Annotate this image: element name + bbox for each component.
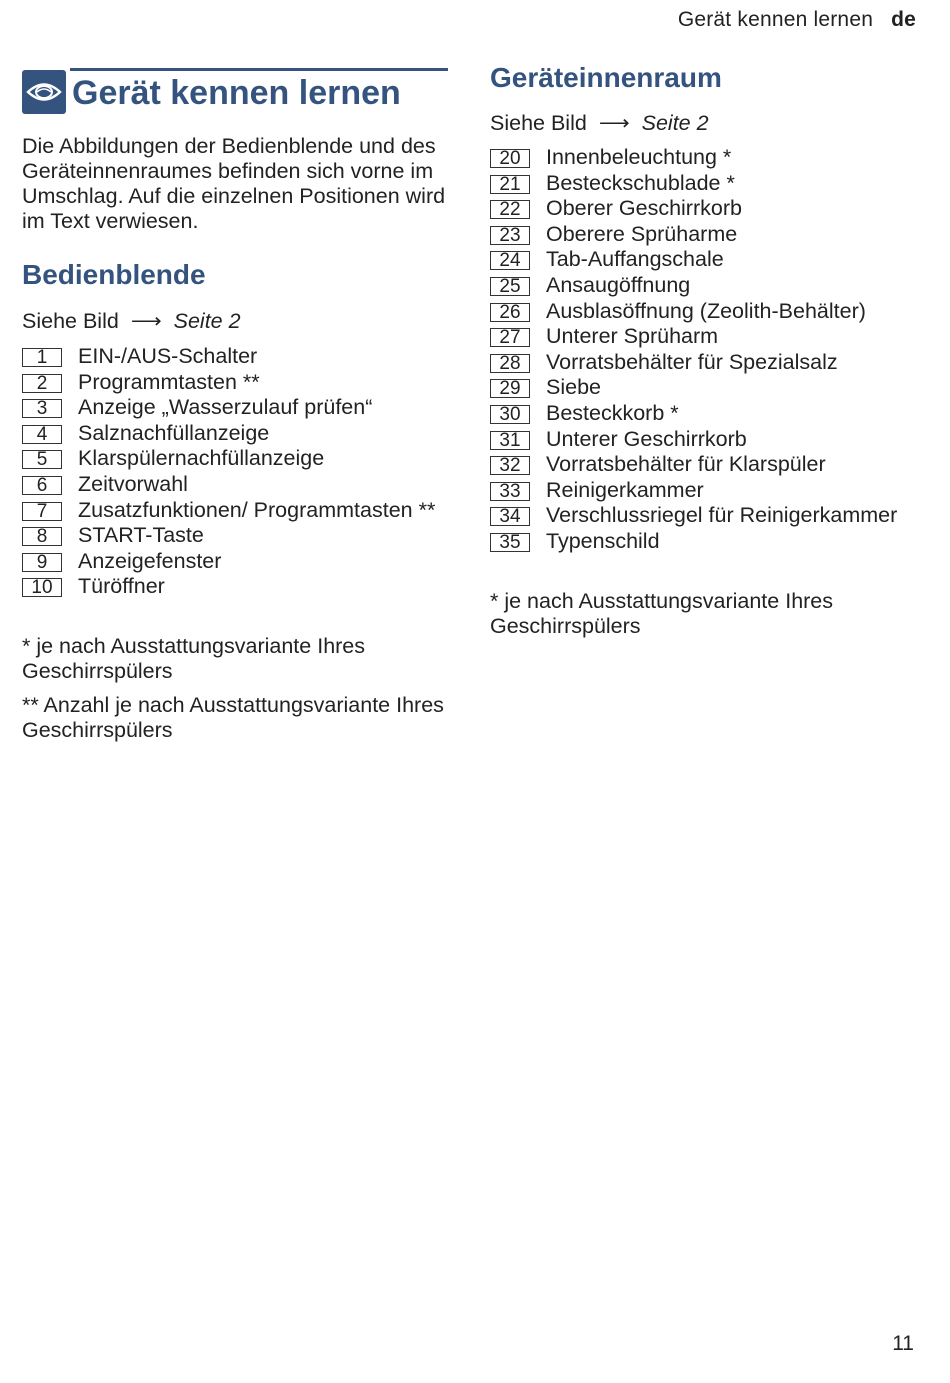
item-label: Oberere Sprüharme xyxy=(546,221,738,246)
position-number-box: 29 xyxy=(490,379,530,398)
item-label: Innenbeleuchtung * xyxy=(546,145,732,169)
eye-icon xyxy=(22,70,66,114)
position-number-box: 24 xyxy=(490,251,530,270)
list-item xyxy=(22,549,435,575)
item-label: Reinigerkammer xyxy=(546,477,704,502)
arrow-icon: ⟶ xyxy=(598,111,630,135)
position-number-box: 31 xyxy=(490,431,530,450)
chapter-heading xyxy=(22,68,448,116)
list-item xyxy=(490,452,930,478)
list-item xyxy=(490,401,930,427)
position-number-box: 23 xyxy=(490,226,530,245)
position-number-box: 20 xyxy=(490,149,530,168)
position-number-box: 5 xyxy=(22,450,62,469)
list-item xyxy=(22,498,435,524)
item-label: Ausblasöffnung (Zeolith-Behälter) xyxy=(546,298,866,323)
list-item xyxy=(490,196,930,222)
list-item xyxy=(22,523,435,549)
arrow-icon: ⟶ xyxy=(130,309,162,333)
item-label: Unterer Geschirrkorb xyxy=(546,426,747,451)
position-number-box: 8 xyxy=(22,527,62,546)
position-number-box: 6 xyxy=(22,476,62,495)
item-label: Typenschild xyxy=(546,528,660,553)
list-item xyxy=(22,472,435,498)
item-label: Programmtasten ** xyxy=(78,369,260,394)
page-reference-link[interactable]: Seite 2 xyxy=(641,111,709,135)
position-number-box: 2 xyxy=(22,374,62,393)
list-item xyxy=(490,273,930,299)
footnote-single: * je nach Ausstattungsvariante Ihres Geschirrspülers xyxy=(490,589,834,638)
item-label: Salznachfüllanzeige xyxy=(78,420,270,445)
list-item xyxy=(22,370,435,396)
see-reference xyxy=(490,111,709,136)
item-label: Anzeige „Wasserzulauf prüfen“ xyxy=(78,395,373,420)
section-title-bedienblende: Bedienblende xyxy=(22,259,206,290)
list-item xyxy=(22,421,435,447)
item-label: Türöffner xyxy=(78,574,165,599)
position-number-box: 28 xyxy=(490,354,530,373)
item-label: EIN-/AUS-Schalter xyxy=(78,344,258,368)
list-item xyxy=(490,222,930,248)
item-label: Zeitvorwahl xyxy=(78,471,188,496)
intro-paragraph: Die Abbildungen der Bedienblende und des Geräteinnenraumes befinden sich vorne im Umschlag. Auf die einzelnen Positionen wird im Text verwiesen. xyxy=(22,134,446,233)
page-number: 11 xyxy=(892,1332,914,1355)
chapter-title: Gerät kennen lernen xyxy=(72,74,401,112)
language-code: de xyxy=(891,8,916,31)
see-reference xyxy=(22,309,241,334)
list-item xyxy=(490,145,930,171)
see-prefix: Siehe Bild xyxy=(22,309,119,333)
item-label: START-Taste xyxy=(78,523,204,548)
item-label: Oberer Geschirrkorb xyxy=(546,196,742,221)
item-label: Tab-Auffangschale xyxy=(546,247,724,272)
list-item xyxy=(22,446,435,472)
section-title-innenraum: Geräteinnenraum xyxy=(490,62,722,93)
position-number-box: 27 xyxy=(490,328,530,347)
list-item xyxy=(490,324,930,350)
item-label: Siebe xyxy=(546,375,601,400)
position-number-box: 30 xyxy=(490,405,530,424)
list-item xyxy=(490,299,930,325)
item-label: Vorratsbehälter für Klarspüler xyxy=(546,452,826,477)
list-item xyxy=(490,350,930,376)
list-item xyxy=(22,574,435,600)
position-number-box: 7 xyxy=(22,502,62,521)
chapter-rule xyxy=(70,68,448,71)
position-number-box: 32 xyxy=(490,456,530,475)
position-number-box: 35 xyxy=(490,533,530,552)
list-item xyxy=(22,344,435,370)
control-panel-list xyxy=(22,344,435,600)
list-item xyxy=(22,395,435,421)
item-label: Besteckschublade * xyxy=(546,170,735,195)
list-item xyxy=(490,375,930,401)
position-number-box: 4 xyxy=(22,425,62,444)
position-number-box: 22 xyxy=(490,200,530,219)
footnote-double: ** Anzahl je nach Ausstattungsvariante Ihres Geschirrspülers xyxy=(22,693,444,742)
page-reference-link[interactable]: Seite 2 xyxy=(173,309,241,333)
item-label: Anzeigefenster xyxy=(78,548,222,573)
position-number-box: 26 xyxy=(490,303,530,322)
interior-list xyxy=(490,145,930,555)
list-item xyxy=(490,478,930,504)
list-item xyxy=(490,171,930,197)
see-prefix: Siehe Bild xyxy=(490,111,587,135)
list-item xyxy=(490,503,930,529)
item-label: Ansaugöffnung xyxy=(546,272,691,297)
footnote-single: * je nach Ausstattungsvariante Ihres Geschirrspülers xyxy=(22,634,366,683)
running-title: Gerät kennen lernen xyxy=(677,8,874,31)
position-number-box: 10 xyxy=(22,578,62,597)
position-number-box: 3 xyxy=(22,399,62,418)
item-label: Vorratsbehälter für Spezialsalz xyxy=(546,349,838,374)
item-label: Verschlussriegel für Reinigerkammer xyxy=(546,503,898,528)
item-label: Unterer Sprüharm xyxy=(546,324,719,349)
item-label: Klarspülernachfüllanzeige xyxy=(78,446,325,471)
list-item xyxy=(490,427,930,453)
position-number-box: 9 xyxy=(22,553,62,572)
position-number-box: 33 xyxy=(490,482,530,501)
running-header xyxy=(678,8,916,32)
list-item xyxy=(490,529,930,555)
position-number-box: 21 xyxy=(490,175,530,194)
position-number-box: 1 xyxy=(22,348,62,367)
list-item xyxy=(490,247,930,273)
item-label: Besteckkorb * xyxy=(546,400,679,425)
position-number-box: 34 xyxy=(490,507,530,526)
item-label: Zusatzfunktionen/ Programmtasten ** xyxy=(78,497,436,522)
position-number-box: 25 xyxy=(490,277,530,296)
